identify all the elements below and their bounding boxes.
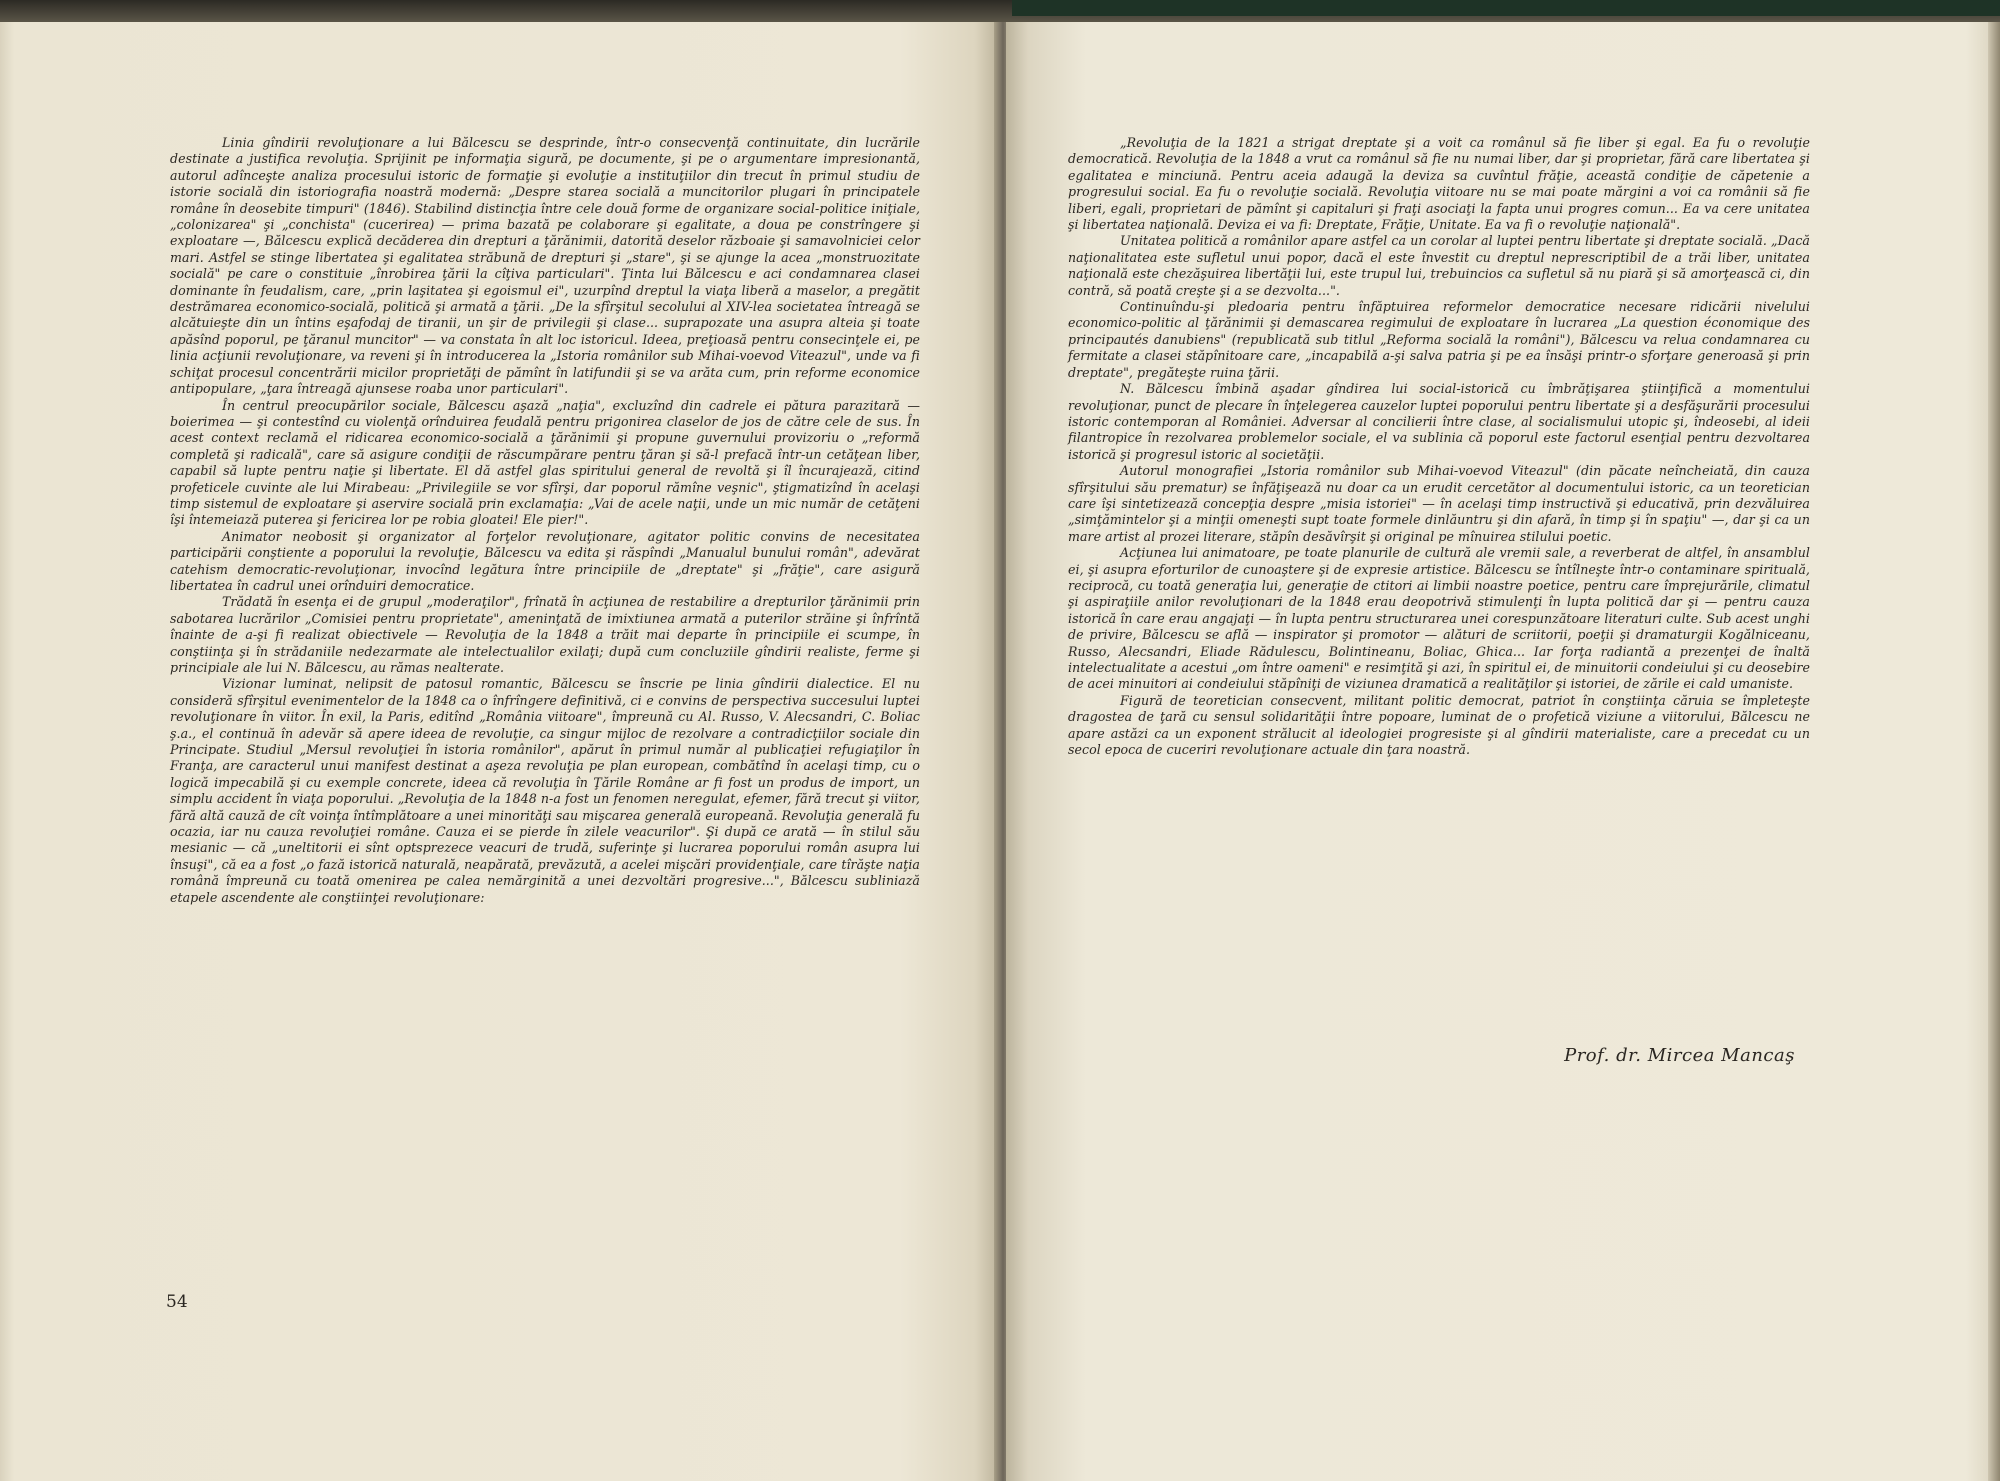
paragraph: Unitatea politică a românilor apare astfel ca un corolar al luptei pentru libertate şi dreptate socială. „Dacă naţionalitatea este sufletul unui popor, dacă el este învestit cu dreptul neprescriptibil de a trăi liber, unitatea naţională este chezăşuirea libertăţii lui, este trupul lui, trebuincios ca sufletul să nu piară şi să amorţească ci, din contră, să poată creşte şi a se dezvolta...".: [1068, 233, 1810, 298]
left-text-column: [170, 135, 920, 906]
paragraph: În centrul preocupărilor sociale, Bălcescu aşază „naţia", excluzînd din cadrele ei pătura parazitară — boierimea — şi contestînd cu violenţă orînduirea feudală pentru prigonirea claselor de jos de către cele de sus. În acest context reclamă el ridicarea economico-socială a ţărănimii şi propune guvernului provizoriu o „reformă completă şi radicală", care să asigure condiţii de răscumpărare pentru ţăran şi să-l prefacă într-un cetăţean liber, capabil să lupte pentru naţie şi libertate. El dă astfel glas spiritului general de revoltă şi îl încurajează, citind profeticele cuvinte ale lui Mirabeau: „Privilegiile se vor sfîrşi, dar poporul rămîne veşnic", ştigmatizînd în acelaşi timp sistemul de exploatare şi aservire socială prin exclamaţia: „Vai de acele naţii, unde un mic număr de cetăţeni îşi întemeiază puterea şi fericirea lor pe robia gloatei! Ele pier!".: [170, 397, 920, 528]
right-text-column: [1068, 135, 1810, 758]
paragraph: Continuîndu-şi pledoaria pentru înfăptuirea reformelor democratice necesare ridicării nivelului economico-politic al ţărănimii şi demascarea regimului de exploatare în lucrarea „La question économique des principautés danubiens" (republicată sub titlul „Reforma socială la români"), Bălcescu va relua condamnarea cu fermitate a clasei stăpînitoare care, „incapabilă a-şi salva patria şi pe ea însăşi printr-o sforţare generoasă şi prin dreptate", pregăteşte ruina ţării.: [1068, 299, 1810, 380]
paragraph: Animator neobosit şi organizator al forţelor revoluţionare, agitator politic convins de necesitatea participării conştiente a poporului la revoluţie, Bălcescu va edita şi răspîndi „Manualul bunului român", adevărat catehism democratic-revoluţionar, invocînd legătura între principiile de „dreptate" şi „frăţie", care asigură libertatea în cadrul unei orînduiri democratice.: [170, 528, 920, 593]
page-number: 54: [166, 1292, 188, 1312]
paragraph: Autorul monografiei „Istoria românilor sub Mihai-voevod Viteazul" (din păcate neîncheiată, din cauza sfîrşitului său prematur) se înfăţişează nu doar ca un erudit cercetător al documentului istoric, ca un teoretician care îşi sintetizează concepţia despre „misia istoriei" — în acelaşi timp instructivă şi educativă, prin dezvăluirea „simţămintelor şi a minţii omeneşti supt toate formele dinlăuntru şi din afară, în timp şi în spaţiu" —, dar şi ca un mare artist al prozei literare, stăpîn desăvîrşit şi original pe mînuirea stilului poetic.: [1068, 463, 1810, 544]
cover-edge: [1012, 0, 2000, 16]
paragraph: Figură de teoretician consecvent, militant politic democrat, patriot în conştiinţa căruia se împleteşte dragostea de ţară cu sensul solidarităţii între popoare, luminat de o profetică viziune a viitorului, Bălcescu ne apare astăzi ca un exponent strălucit al ideologiei progresiste şi al gîndirii materialiste, care a precedat cu un secol epoca de cuceriri revoluţionare actuale din ţara noastră.: [1068, 692, 1810, 758]
page-edge: [1988, 22, 2000, 1481]
paragraph: Acţiunea lui animatoare, pe toate planurile de cultură ale vremii sale, a reverberat de altfel, în ansamblul ei, şi asupra eforturilor de cunoaştere şi de expresie artistice. Bălcescu se întîlneşte într-o contaminare spirituală, reciprocă, cu toată generaţia lui, generaţie de ctitori ai limbii noastre poetice, pentru care împrejurările, climatul şi aspiraţiile anilor revoluţionari de la 1848 erau deopotrivă stimulenţi în lupta politică dar şi — pentru cauza istorică în care erau angajaţi — în lupta pentru structurarea unei corespunzătoare literaturi culte. Sub acest unghi de privire, Bălcescu se află — inspirator şi promotor — alături de scriitorii, poeţii şi dramaturgii Kogălniceanu, Russo, Alecsandri, Eliade Rădulescu, Bolintineanu, Boliac, Ghica... Iar forţa radiantă a prezenţei de înaltă intelectualitate a acestui „om între oameni" e resimţită şi azi, în spiritul ei, de minuitorii condeiului şi cu deosebire de acei minuitori ai condeiului stăpîniţi de viziunea dramatică a realităţilor şi istoriei, de zările ei cald umaniste.: [1068, 545, 1810, 692]
paragraph: N. Bălcescu îmbină aşadar gîndirea lui social-istorică cu îmbrăţişarea ştiinţifică a momentului revoluţionar, punct de plecare în înţelegerea cauzelor luptei poporului pentru libertate şi a desfăşurării procesului istoric contemporan al României. Adversar al concilierii între clase, al socialismului utopic şi, îndeosebi, al ideii filantropice în rezolvarea problemelor sociale, el va sublinia că poporul este factorul esenţial pentru dezvoltarea istorică şi progresul istoric al societăţii.: [1068, 381, 1810, 462]
paragraph: Vizionar luminat, nelipsit de patosul romantic, Bălcescu se înscrie pe linia gîndirii dialectice. El nu consideră sfîrşitul evenimentelor de la 1848 ca o înfrîngere definitivă, ci e convins de perspectiva succesului luptei revoluţionare în viitor. În exil, la Paris, editînd „România viitoare", împreună cu Al. Russo, V. Alecsandri, C. Boliac ş.a., el continuă în adevăr să apere ideea de revoluţie, ca singur mijloc de rezolvare a contradicţiilor sociale din Principate. Studiul „Mersul revoluţiei în istoria românilor", apărut în primul număr al publicaţiei refugiaţilor în Franţa, are caracterul unui manifest destinat a aşeza revoluţia pe plan european, combătînd în acelaşi timp, cu o logică impecabilă şi cu exemple concrete, ideea că revoluţia în Ţările Române ar fi fost un produs de import, un simplu accident în viaţa poporului. „Revoluţia de la 1848 n-a fost un fenomen neregulat, efemer, fără trecut şi viitor, fără altă cauză de cît voinţa întîmplătoare a unei minorităţi sau mişcarea generală europeană. Revoluţia generală fu ocazia, iar nu cauza revoluţiei române. Cauza ei se pierde în zilele veacurilor". Şi după ce arată — în stilul său mesianic — că „uneltitorii ei sînt optsprezece veacuri de trudă, suferinţe şi lucrarea poporului român asupra lui însuşi", că ea a fost „o fază istorică naturală, neapărată, prevăzută, a acelei mişcări providenţiale, care tîrăşte naţia română împreună cu toată omenirea pe calea nemărginită a unei dezvoltări progresive...", Bălcescu subliniază etapele ascendente ale conştiinţei revoluţionare:: [170, 676, 920, 905]
paragraph: Linia gîndirii revoluţionare a lui Bălcescu se desprinde, într-o consecvenţă continuitate, din lucrările destinate a justifica revoluţia. Sprijinit pe informaţia sigură, pe documente, şi pe o argumentare impresionantă, autorul adînceşte analiza procesului istoric de formaţie şi evoluţie a instituţiilor din trecut în primul studiu de istorie socială din istoriografia noastră modernă: „Despre starea socială a muncitorilor plugari în principatele române în deosebite timpuri" (1846). Stabilind distincţia între cele două forme de organizare social-politice iniţiale, „colonizarea" şi „conchista" (cucerirea) — prima bazată pe colaborare şi egalitate, a doua pe constrîngere şi exploatare —, Bălcescu explică decăderea din drepturi a ţărănimii, datorită deselor războaie şi samavolniciei celor mari. Astfel se stinge libertatea şi egalitatea străbună de drepturi şi „stare", şi se ajunge la acea „monstruozitate socială" pe care o constituie „înrobirea ţării la cîţiva particulari". Ţinta lui Bălcescu e aci condamnarea clasei dominante în feudalism, care, „prin laşitatea şi egoismul ei", uzurpînd dreptul la viaţa liberă a maselor, a pregătit destrămarea economico-socială, politică şi armată a ţării. „De la sfîrşitul secolului al XIV-lea societatea întreagă se alcătuieşte din un întins eşafodaj de tiranii, un şir de privilegii şi clase... suprapozate una asupra alteia şi toate apăsînd poporul, pe ţăranul muncitor" — va constata în alt loc istoricul. Ideea, preţioasă pentru consecinţele ei, pe linia acţiunii revoluţionare, va reveni şi în introducerea la „Istoria românilor sub Mihai-voevod Viteazul", unde va fi schiţat procesul concentrării micilor proprietăţi de pămînt în latifundii şi se va arăta cum, prin reforme economice antipopulare, „ţara întreagă ajunsese roaba unor particulari".: [170, 135, 920, 397]
paragraph: „Revoluţia de la 1821 a strigat dreptate şi a voit ca românul să fie liber şi egal. Ea fu o revoluţie democratică. Revoluţia de la 1848 a vrut ca românul să fie nu numai liber, dar şi proprietar, fără care libertatea şi egalitatea e minciună. Pentru aceia adaugă la deviza sa cuvîntul frăţie, această condiţie de căpetenie a progresului social. Ea fu o revoluţie socială. Revoluţia viitoare nu se mai poate mărgini a voi ca românii să fie liberi, egali, proprietari de pămînt şi capitaluri şi fraţi asociaţi la fapta unui progres comun... Ea va cere unitatea şi libertatea naţională. Deviza ei va fi: Dreptate, Frăţie, Unitate. Ea va fi o revoluţie naţională".: [1068, 135, 1810, 233]
paragraph: Trădată în esenţa ei de grupul „moderaţilor", frînată în acţiunea de restabilire a drepturilor ţărănimii prin sabotarea lucrărilor „Comisiei pentru proprietate", ameninţată de imixtiunea armată a puterilor străine şi înfrîntă înainte de a-şi fi realizat obiectivele — Revoluţia de la 1848 a trăit mai departe în principiile ei scumpe, în conştiinţa şi în strădaniile nedezarmate ale intelectualilor exilaţi; după cum concluziile gîndirii realiste, ferme şi principiale ale lui N. Bălcescu, au rămas nealterate.: [170, 594, 920, 675]
author-signature: Prof. dr. Mircea Mancaş: [1564, 1045, 1795, 1066]
book-top-edge: [0, 0, 2000, 22]
